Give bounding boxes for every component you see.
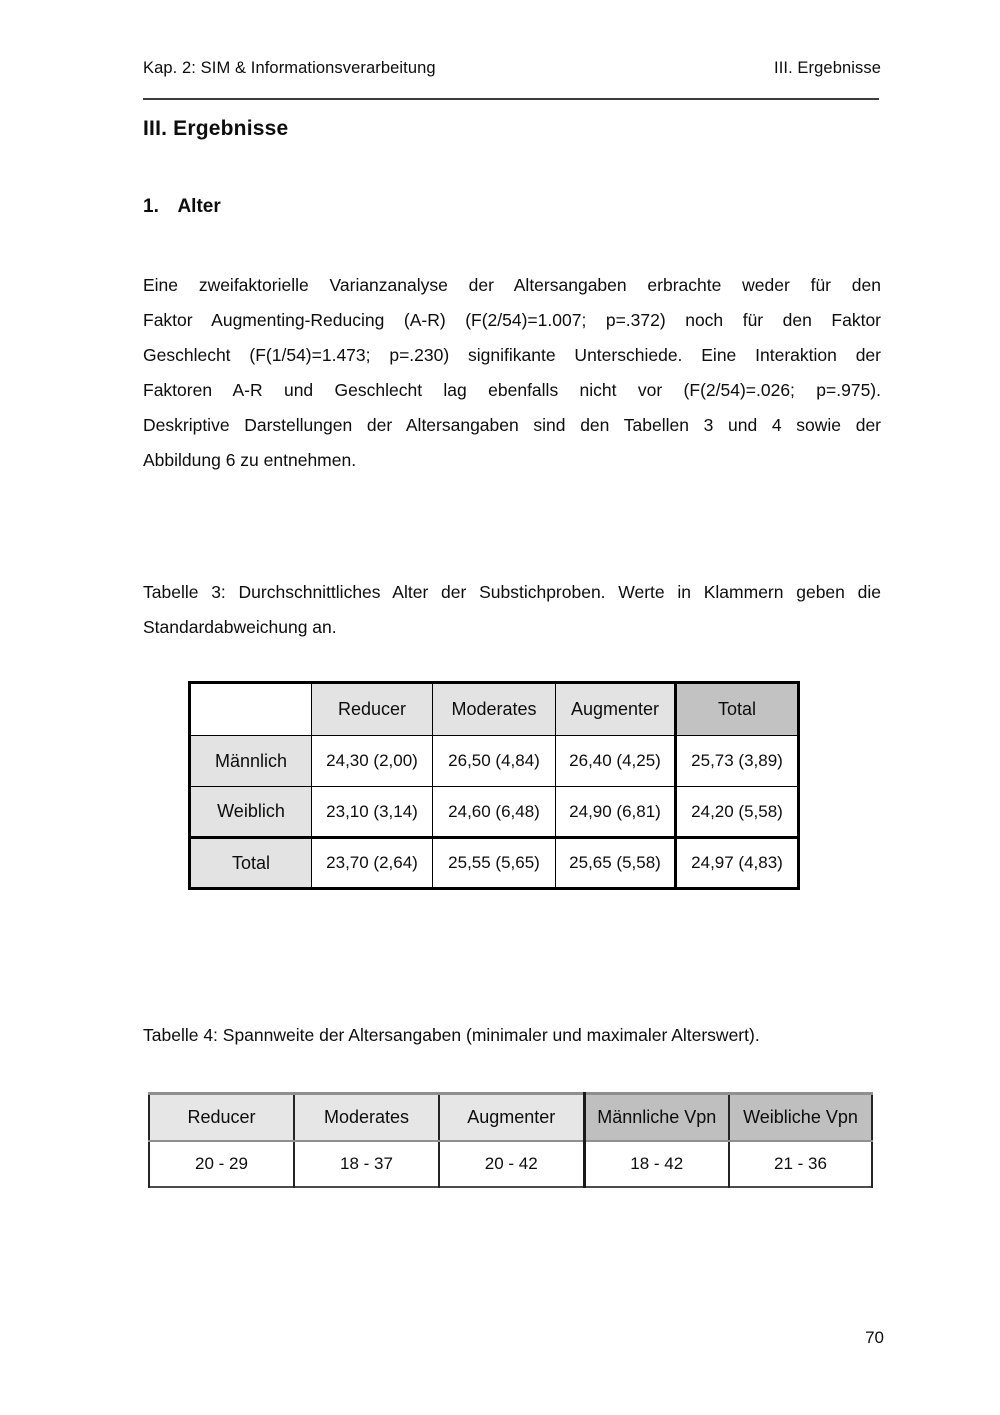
row-label: Männlich	[190, 736, 312, 787]
table-cell: 21 - 36	[729, 1141, 872, 1187]
row-label: Total	[190, 838, 312, 889]
table-cell: 25,55 (5,65)	[433, 838, 556, 889]
paragraph-line: Faktoren A-R und Geschlecht lag ebenfalls nicht vor (F(2/54)=.026; p=.975).	[143, 380, 881, 400]
running-header	[143, 59, 881, 78]
column-header-reducer: Reducer	[149, 1094, 294, 1141]
column-header-augmenter: Augmenter	[556, 683, 676, 736]
column-header-weibliche-vpn: Weibliche Vpn	[729, 1094, 872, 1141]
table-cell: 23,10 (3,14)	[312, 787, 433, 838]
subsection-title: Alter	[177, 196, 221, 217]
table-3-mean-age	[188, 681, 800, 890]
table-cell: 18 - 42	[584, 1141, 729, 1187]
row-label: Weiblich	[190, 787, 312, 838]
table-3-caption	[143, 575, 881, 645]
caption-line: Standardabweichung an.	[143, 617, 337, 637]
table-4-caption: Tabelle 4: Spannweite der Altersangaben (minimaler und maximaler Alterswert).	[143, 1025, 760, 1045]
corner-cell	[190, 683, 312, 736]
table-row-weiblich	[190, 787, 799, 838]
table-cell-total: 24,20 (5,58)	[676, 787, 799, 838]
table-cell: 23,70 (2,64)	[312, 838, 433, 889]
table-cell: 18 - 37	[294, 1141, 439, 1187]
section-title: III. Ergebnisse	[143, 117, 289, 140]
running-header-chapter: Kap. 2: SIM & Informationsverarbeitung	[143, 59, 436, 77]
paragraph-line: Deskriptive Darstellungen der Altersangaben sind den Tabellen 3 und 4 sowie der	[143, 415, 881, 435]
page-number: 70	[865, 1328, 884, 1347]
running-header-section: III. Ergebnisse	[774, 59, 881, 77]
column-header-moderates: Moderates	[433, 683, 556, 736]
subsection-number: 1.	[143, 196, 159, 217]
column-header-total: Total	[676, 683, 799, 736]
table-cell: 26,40 (4,25)	[556, 736, 676, 787]
table-header-row	[149, 1094, 872, 1141]
table-cell: 24,30 (2,00)	[312, 736, 433, 787]
table-cell-total: 24,97 (4,83)	[676, 838, 799, 889]
paragraph-line: Faktor Augmenting-Reducing (A-R) (F(2/54)=1.007; p=.372) noch für den Faktor	[143, 310, 881, 330]
table-cell-total: 25,73 (3,89)	[676, 736, 799, 787]
table-cell: 25,65 (5,58)	[556, 838, 676, 889]
table-row-total	[190, 838, 799, 889]
subsection-heading	[143, 196, 221, 218]
column-header-augmenter: Augmenter	[439, 1094, 584, 1141]
column-header-reducer: Reducer	[312, 683, 433, 736]
body-paragraph	[143, 268, 881, 478]
table-cell: 20 - 29	[149, 1141, 294, 1187]
paragraph-line: Geschlecht (F(1/54)=1.473; p=.230) signifikante Unterschiede. Eine Interaktion der	[143, 345, 881, 365]
table-cell: 24,60 (6,48)	[433, 787, 556, 838]
table-header-row	[190, 683, 799, 736]
table-cell: 26,50 (4,84)	[433, 736, 556, 787]
column-header-maennliche-vpn: Männliche Vpn	[584, 1094, 729, 1141]
column-header-moderates: Moderates	[294, 1094, 439, 1141]
paragraph-line: Eine zweifaktorielle Varianzanalyse der Altersangaben erbrachte weder für den	[143, 275, 881, 295]
caption-line: Tabelle 3: Durchschnittliches Alter der Substichproben. Werte in Klammern geben die	[143, 582, 881, 602]
table-data-row	[149, 1141, 872, 1187]
paragraph-line: Abbildung 6 zu entnehmen.	[143, 450, 357, 470]
table-row-maennlich	[190, 736, 799, 787]
table-4-age-range	[148, 1092, 873, 1188]
header-divider-line	[143, 98, 879, 100]
table-cell: 20 - 42	[439, 1141, 584, 1187]
table-cell: 24,90 (6,81)	[556, 787, 676, 838]
